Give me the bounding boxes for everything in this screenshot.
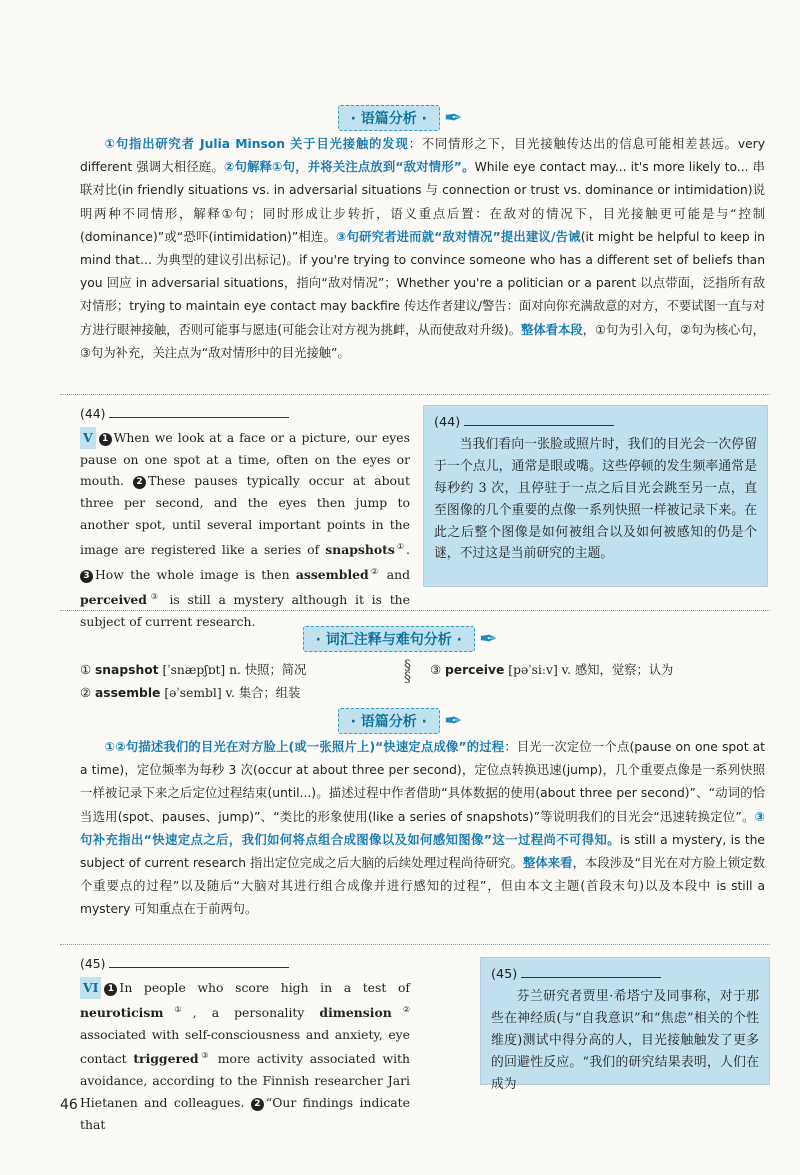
sentence-text: When we look at a face or a picture, our eyes pause on one spot at a time, often on the eyes or mouth. bbox=[80, 429, 410, 489]
body-text: (it might be helpful to keep in mind that... 为典型的建议引出标记)。if you're trying to convince someone who has a different set of beliefs than you 回应 in adversarial situations，指向“敌对情况”；Whether you're a politician or a parent 以点带面，泛指所有敌对情形；trying to maintain eye contact may backfire 传达作者建议/警告：面对向你充满敌意的对方，不要试图一直与对方进行眼神接触，否则可能事与愿违(可能会让对方视为挑衅，从而使敌对升级)。 bbox=[80, 229, 765, 337]
question-number: (45) bbox=[491, 967, 518, 982]
sentence-text: , a personality bbox=[192, 1004, 305, 1020]
discourse-analysis-paragraph bbox=[80, 736, 765, 922]
vocab-note-1: ① snapshot [ˈsnæpʃɒt] n. 快照；简况 bbox=[80, 663, 307, 677]
vocab-word: perceive bbox=[444, 663, 505, 677]
vocab-word: dimension bbox=[319, 1004, 392, 1020]
body-text: While eye contact may... it's more likely to... 串联对比(in friendly situations vs. in adversarial situations 与 connection or trust vs. dominance or intimidation)说明两种不同情形，解释①句；同时形成让步转折，语义重点后置：在敌对的情况下，目光接触更可能是与“控制(dominance)”或“恐吓(intimidation)”相连。 bbox=[80, 160, 765, 244]
body-text: ：目光一次定位一个点(pause on one spot at a time)，定位频率为每秒 3 次(occur at about three per second)，定位点转换迅速(jump)，几个重要点像是一系列快照一样被记录下来之后定位过程结束(until...)。描述过程中作者借助“具体数据的使用(about three per second)”、“动词的恰当选用(spot、pauses、jump)”、“类比的形象使用(like a series of snapshots)”等说明我们的目光会“迅速转换定位”。 bbox=[80, 740, 765, 824]
question-number: (44) bbox=[80, 406, 106, 421]
vocab-word: snapshots bbox=[325, 541, 395, 557]
section-heading bbox=[0, 708, 800, 734]
sentence-number: 2 bbox=[133, 476, 146, 489]
discourse-analysis-paragraph bbox=[80, 133, 765, 365]
sentence-text: more activity associated with avoidance, according to the Finnish researcher Jari Hietanen and colleagues. bbox=[80, 1051, 410, 1111]
paragraph-marker: V bbox=[80, 427, 96, 449]
paragraph-marker: VI bbox=[80, 977, 101, 999]
sentence-number: 3 bbox=[80, 570, 93, 583]
question-number: (45) bbox=[80, 956, 106, 971]
vocab-word: assembled bbox=[295, 566, 369, 582]
divider bbox=[60, 394, 770, 395]
highlighted-text: ②句解释①句，并将关注点放到“敌对情形”。 bbox=[223, 160, 475, 175]
footnote-mark: ③ bbox=[146, 591, 162, 601]
footnote-mark: ② bbox=[368, 566, 381, 576]
body-text: ，本段涉及“目光在对方脸上锁定数个重要点的过程”以及随后“大脑对其进行组合成像并进行感知的过程”，但由本文主题(首段末句)以及本段中 is still a mystery 可知重点在于前两句。 bbox=[80, 856, 765, 917]
highlighted-text: ③句补充指出“快速定点之后，我们如何将点组合成图像以及如何感知图像”这一过程尚不可得知。 bbox=[80, 809, 765, 847]
pen-icon: ✒ bbox=[478, 627, 498, 652]
vocab-word: triggered bbox=[133, 1051, 199, 1067]
sentence-number: 1 bbox=[104, 983, 117, 996]
sentence-number: 1 bbox=[99, 433, 112, 446]
section-heading bbox=[0, 626, 800, 652]
conjunction: and bbox=[386, 566, 411, 582]
sentence-text: In people who score high in a test of bbox=[119, 979, 410, 995]
divider bbox=[60, 944, 770, 945]
translation-text: 当我们看向一张脸或照片时，我们的目光会一次停留于一个点儿，通常是眼或嘴。这些停顿的发生频率通常是每秒约 3 次，且停驻于一点之后目光会跳至另一点，直至图像的几个重要的点像一系列快照一样被记录下来。在此之后整个图像是如何被组合以及如何被感知的仍是个谜，不过这是当前研究的主题。 bbox=[434, 436, 757, 562]
passage-44: (44) V 1 When we look at a face or a picture, our eyes pause on one spot at a time, often on the eyes or mouth. 2 These pauses typically occur at about three per second, and the eyes then jump to another spot, until several important points in the image are registered like a series of snapshots①. 3 How the whole image is then assembled② and perceived③ is still a mystery although it is the subject of current research. bbox=[80, 406, 411, 629]
section-title: · 语篇分析 · bbox=[338, 708, 440, 734]
body-text: ：不同情形之下，目光接触传达出的信息可能相差甚远。very different 强调大相径庭。 bbox=[80, 137, 765, 175]
answer-blank[interactable] bbox=[521, 967, 661, 978]
body-text: ，①句为引入句，②句为核心句，③句为补充，关注点为“敌对情形中的目光接触”。 bbox=[80, 322, 765, 360]
footnote-mark: ① bbox=[163, 1004, 193, 1014]
answer-blank[interactable] bbox=[109, 407, 289, 418]
highlighted-text: ①②句描述我们的目光在对方脸上(或一张照片上)“快速定点成像”的过程 bbox=[104, 740, 505, 754]
answer-blank[interactable] bbox=[464, 415, 614, 426]
translation-text: 芬兰研究者贾里·希塔宁及同事称，对于那些在神经质(与“自我意识”和“焦虑”相关的个性维度)测试中得分高的人，目光接触触发了更多的回避性反应。“我们的研究结果表明，人们在成为 bbox=[491, 988, 759, 1092]
wavy-divider: § § bbox=[404, 658, 411, 686]
highlighted-text: 整体来看 bbox=[522, 856, 573, 871]
footnote-mark: ① bbox=[394, 541, 407, 551]
footnote-mark: ② bbox=[391, 1004, 411, 1014]
question-number: (44) bbox=[434, 415, 461, 430]
vocab-note-2: ② assemble [əˈsembl] v. 集合；组装 bbox=[80, 686, 301, 700]
translation-box-44 bbox=[423, 405, 768, 587]
pen-icon: ✒ bbox=[443, 709, 463, 734]
sentence-number: 2 bbox=[251, 1098, 264, 1111]
highlighted-text: ①句指出研究者 Julia Minson 关于目光接触的发现 bbox=[104, 137, 409, 151]
vocab-word: perceived bbox=[80, 591, 147, 607]
sentence-text: associated with self-consciousness and anxiety, eye contact bbox=[80, 1026, 410, 1067]
highlighted-text: 整体看本段 bbox=[521, 322, 583, 337]
vocab-word: assemble bbox=[94, 686, 161, 700]
vocab-note-3: ③ perceive [pəˈsiːv] v. 感知，觉察；认为 bbox=[430, 663, 674, 677]
vocab-word: snapshot bbox=[94, 663, 159, 677]
sentence-text: How the whole image is then bbox=[95, 566, 290, 582]
page-number: 46 bbox=[60, 1097, 78, 1113]
sentence-text: These pauses typically occur at about three per second, and the eyes then jump to another spot, until several important points in the image are registered like a series of bbox=[80, 473, 410, 557]
divider bbox=[60, 610, 770, 611]
body-text: is still a mystery, is the subject of current research 指出定位完成之后大脑的后续处理过程尚待研究。 bbox=[80, 832, 765, 871]
vocab-word: neuroticism bbox=[80, 1004, 164, 1020]
highlighted-text: ③句研究者进而就“敌对情况”提出建议/告诫 bbox=[335, 229, 581, 244]
sentence-text: is still a mystery although it is the subject of current research. bbox=[80, 591, 410, 629]
pen-icon: ✒ bbox=[443, 106, 463, 131]
section-heading bbox=[0, 105, 800, 131]
sentence-text: “Our findings indicate that bbox=[80, 1095, 410, 1132]
section-title: · 语篇分析 · bbox=[338, 105, 440, 131]
translation-box-45 bbox=[480, 957, 770, 1092]
answer-blank[interactable] bbox=[109, 957, 289, 968]
section-title: · 词汇注释与难句分析 · bbox=[303, 626, 475, 652]
footnote-mark: ③ bbox=[198, 1051, 212, 1061]
passage-45 bbox=[80, 953, 410, 1136]
